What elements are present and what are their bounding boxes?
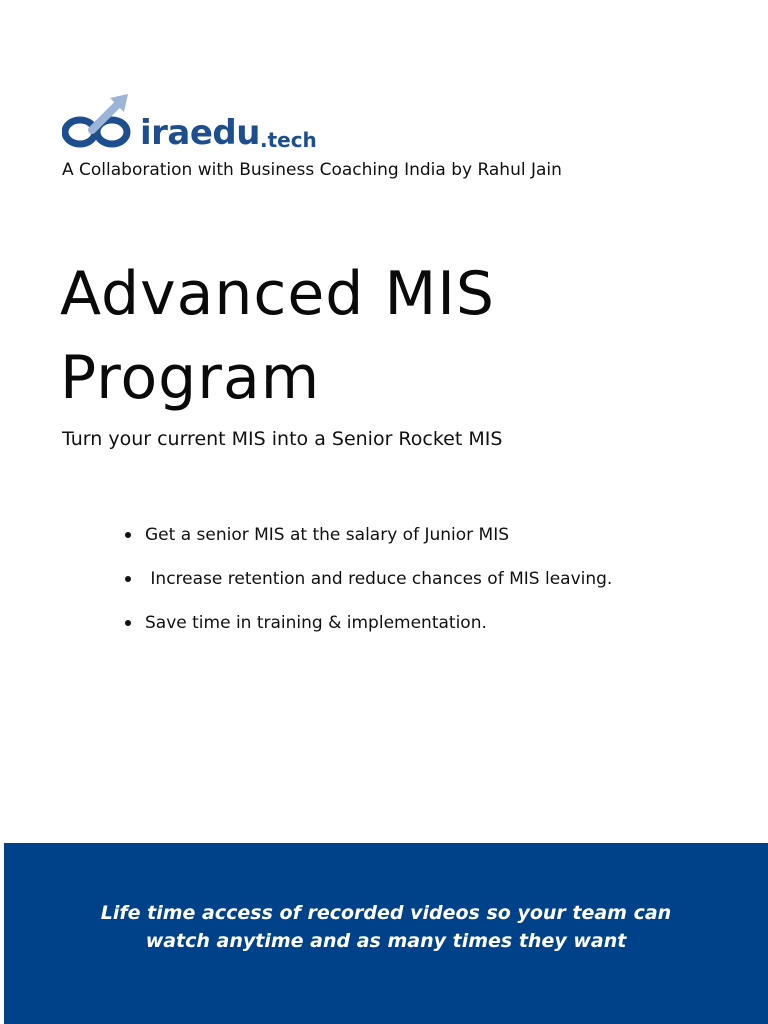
infinity-arrow-icon xyxy=(62,92,138,152)
list-item-text: Save time in training & implementation. xyxy=(145,613,487,633)
collaboration-text: A Collaboration with Business Coaching India by Rahul Jain xyxy=(62,160,562,180)
subtitle: Turn your current MIS into a Senior Rocket MIS xyxy=(62,428,503,450)
title-line-2: Program xyxy=(60,343,321,413)
list-item xyxy=(120,520,750,550)
list-item-text: Get a senior MIS at the salary of Junior MIS xyxy=(145,525,510,545)
list-item xyxy=(120,564,750,594)
banner-text xyxy=(4,899,768,955)
page-title xyxy=(60,252,680,420)
brand-name: iraedu xyxy=(140,113,260,153)
list-item-text: Increase retention and reduce chances of MIS leaving. xyxy=(145,569,613,589)
title-line-1: Advanced MIS xyxy=(60,259,495,329)
brand-tld: .tech xyxy=(259,128,317,152)
bullet-dot-icon xyxy=(125,576,131,582)
benefits-list xyxy=(120,520,750,652)
brand-logo xyxy=(62,92,317,152)
list-item xyxy=(120,608,750,638)
banner-line-2: watch anytime and as many times they want xyxy=(145,930,627,952)
bullet-dot-icon xyxy=(125,620,131,626)
access-banner xyxy=(4,843,768,1024)
bullet-dot-icon xyxy=(125,532,131,538)
banner-line-1: Life time access of recorded videos so your team can xyxy=(100,902,672,924)
